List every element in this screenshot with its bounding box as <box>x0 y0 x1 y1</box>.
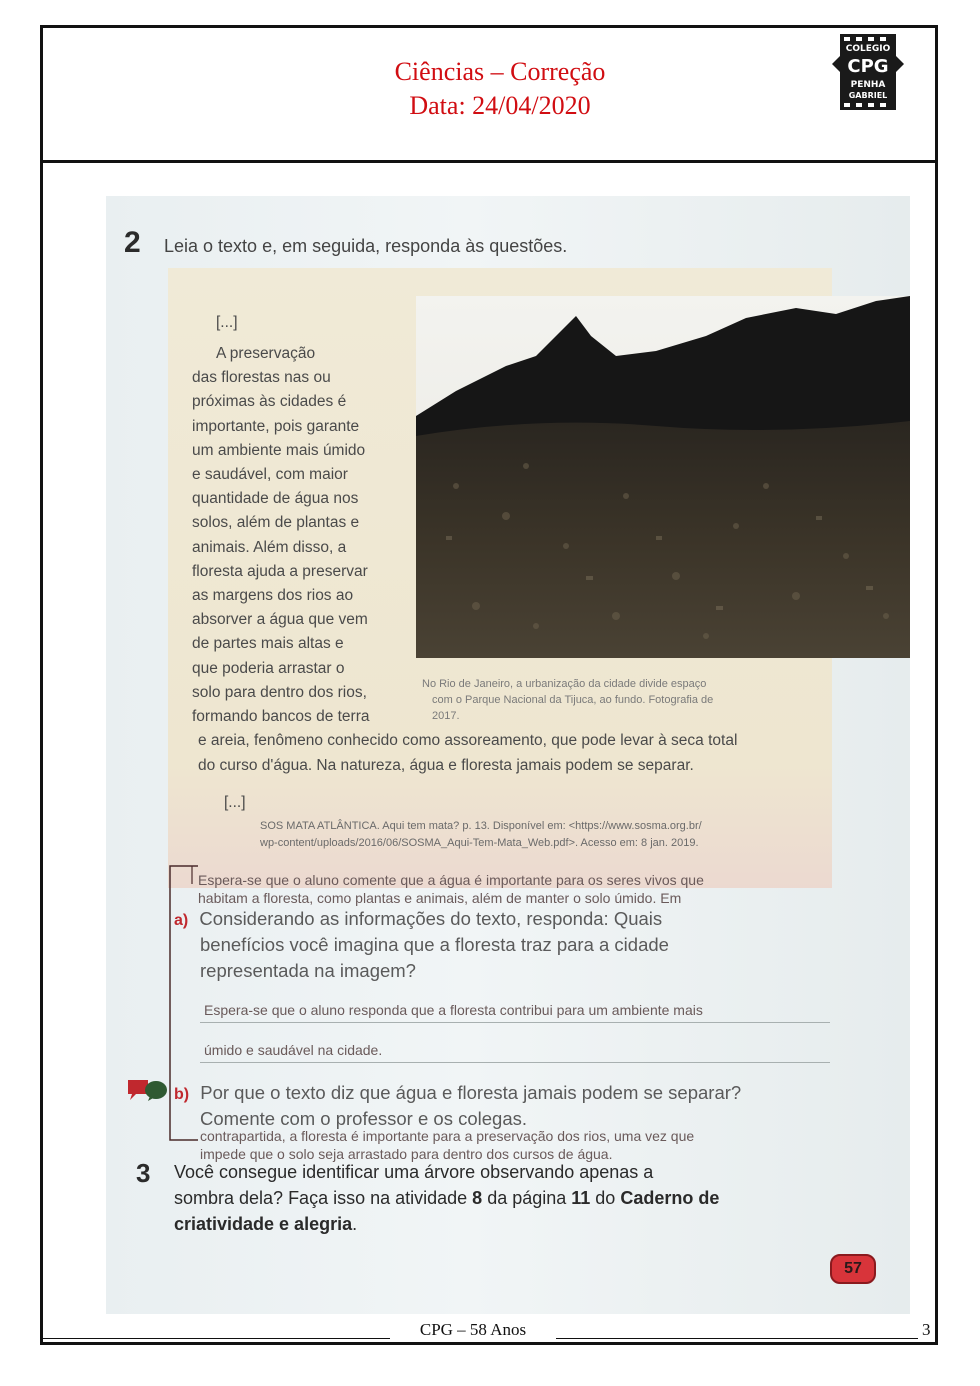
header-date: Data: 24/04/2020 <box>409 91 591 120</box>
book-page-number: 57 <box>830 1254 876 1284</box>
question-b-text: Por que o texto diz que água e floresta jamais podem se separar? <box>200 1082 742 1103</box>
text-line-wide: e areia, fenômeno conhecido como assoreamento, que pode levar à seca total <box>198 732 738 749</box>
logo-line-1: COLEGIO <box>845 44 891 54</box>
text-line: e saudável, com maior <box>192 466 348 484</box>
question-2-number: 2 <box>124 226 141 259</box>
text-line: absorver a água que vem <box>192 611 368 629</box>
text-line: solos, além de plantas e <box>192 514 360 532</box>
discussion-icon <box>126 1078 168 1102</box>
question-a-line <box>174 908 662 930</box>
caption-line: com o Parque Nacional da Tijuca, ao fundo. Fotografia de <box>432 694 714 706</box>
text-line: próximas às cidades é <box>192 393 347 411</box>
text-line: formando bancos de terra <box>192 708 370 726</box>
answer-b-text: impede que o solo seja arrastado para dentro dos cursos de água. <box>200 1146 613 1162</box>
question-3-line <box>174 1214 357 1235</box>
reading-text-column <box>192 342 392 729</box>
question-3-line: Você consegue identificar uma árvore observando apenas a <box>174 1162 654 1182</box>
caption-line: 2017. <box>432 710 460 722</box>
text-line: um ambiente mais úmido <box>192 441 366 459</box>
question-3-number: 3 <box>136 1158 151 1188</box>
textbook-photo <box>106 196 910 1314</box>
question-3-line <box>174 1188 719 1209</box>
logo-line-2: CPG <box>847 56 889 77</box>
q3-text: da página <box>482 1188 572 1208</box>
answer-line <box>200 1062 830 1063</box>
text-line: as margens dos rios ao <box>192 587 354 605</box>
q3-book-title: Caderno de <box>620 1188 720 1208</box>
answer-a-text: úmido e saudável na cidade. <box>204 1042 383 1058</box>
text-line: quantidade de água nos <box>192 490 359 508</box>
question-a-line: representada na imagem? <box>200 960 416 981</box>
q3-text: sombra dela? Faça isso na atividade <box>174 1188 473 1208</box>
source-reference: wp-content/uploads/2016/06/SOSMA_Aqui-Tem-Mata_Web.pdf>. Acesso em: 8 jan. 2019. <box>260 837 699 849</box>
answer-a-text: Espera-se que o aluno responda que a floresta contribui para um ambiente mais <box>204 1002 703 1018</box>
question-a-line: benefícios você imagina que a floresta traz para a cidade <box>200 934 669 955</box>
footer-rule-right <box>556 1338 918 1339</box>
text-line: das florestas nas ou <box>192 369 331 387</box>
text-line: A preservação <box>216 345 316 362</box>
answer-b-text: contrapartida, a floresta é importante para a preservação dos rios, uma vez que <box>200 1128 695 1144</box>
school-logo <box>832 32 904 112</box>
footer-rule-left <box>42 1338 390 1339</box>
q3-page-number: 11 <box>571 1188 591 1208</box>
photo-caption <box>422 676 822 724</box>
answer-line <box>200 1022 830 1023</box>
question-a-label: a) <box>174 912 189 929</box>
text-line: solo para dentro dos rios, <box>192 683 367 701</box>
question-b-label: b) <box>174 1086 190 1103</box>
question-b-line: Comente com o professor e os colegas. <box>200 1108 527 1129</box>
answer-b-text: Espera-se que o aluno comente que a água é importante para os seres vivos que <box>198 872 704 888</box>
q3-activity-number: 8 <box>472 1188 483 1208</box>
q3-text: . <box>352 1214 358 1234</box>
ellipsis-open: [...] <box>216 314 238 331</box>
q3-text: do <box>590 1188 621 1208</box>
question-a-text: Considerando as informações do texto, responda: Quais <box>199 908 663 929</box>
text-line: importante, pois garante <box>192 417 360 435</box>
text-line: floresta ajuda a preservar <box>192 562 368 580</box>
city-mountain-photo <box>416 296 910 658</box>
page-number: 3 <box>922 1320 931 1339</box>
header-divider <box>40 160 938 163</box>
text-line: animais. Além disso, a <box>192 538 347 556</box>
question-b-line <box>174 1082 741 1104</box>
question-2-prompt: Leia o texto e, em seguida, responda às questões. <box>164 236 568 256</box>
logo-line-4: GABRIEL <box>848 91 888 100</box>
header-title: Ciências – Correção <box>394 57 606 86</box>
source-reference: SOS MATA ATLÂNTICA. Aqui tem mata? p. 13. Disponível em: <https://www.sosma.org.br/ <box>260 820 702 832</box>
footer-text: CPG – 58 Anos <box>419 1320 527 1339</box>
text-line: de partes mais altas e <box>192 635 344 653</box>
text-line-wide: do curso d'água. Na natureza, água e floresta jamais podem se separar. <box>198 757 694 774</box>
answer-b-text: habitam a floresta, como plantas e animais, além de manter o solo úmido. Em <box>198 890 682 906</box>
logo-line-3: PENHA <box>850 80 886 90</box>
ellipsis-close: [...] <box>224 794 246 811</box>
q3-book-title: criatividade e alegria <box>174 1214 353 1234</box>
caption-line: No Rio de Janeiro, a urbanização da cidade divide espaço <box>422 678 707 690</box>
text-line: que poderia arrastar o <box>192 659 345 677</box>
